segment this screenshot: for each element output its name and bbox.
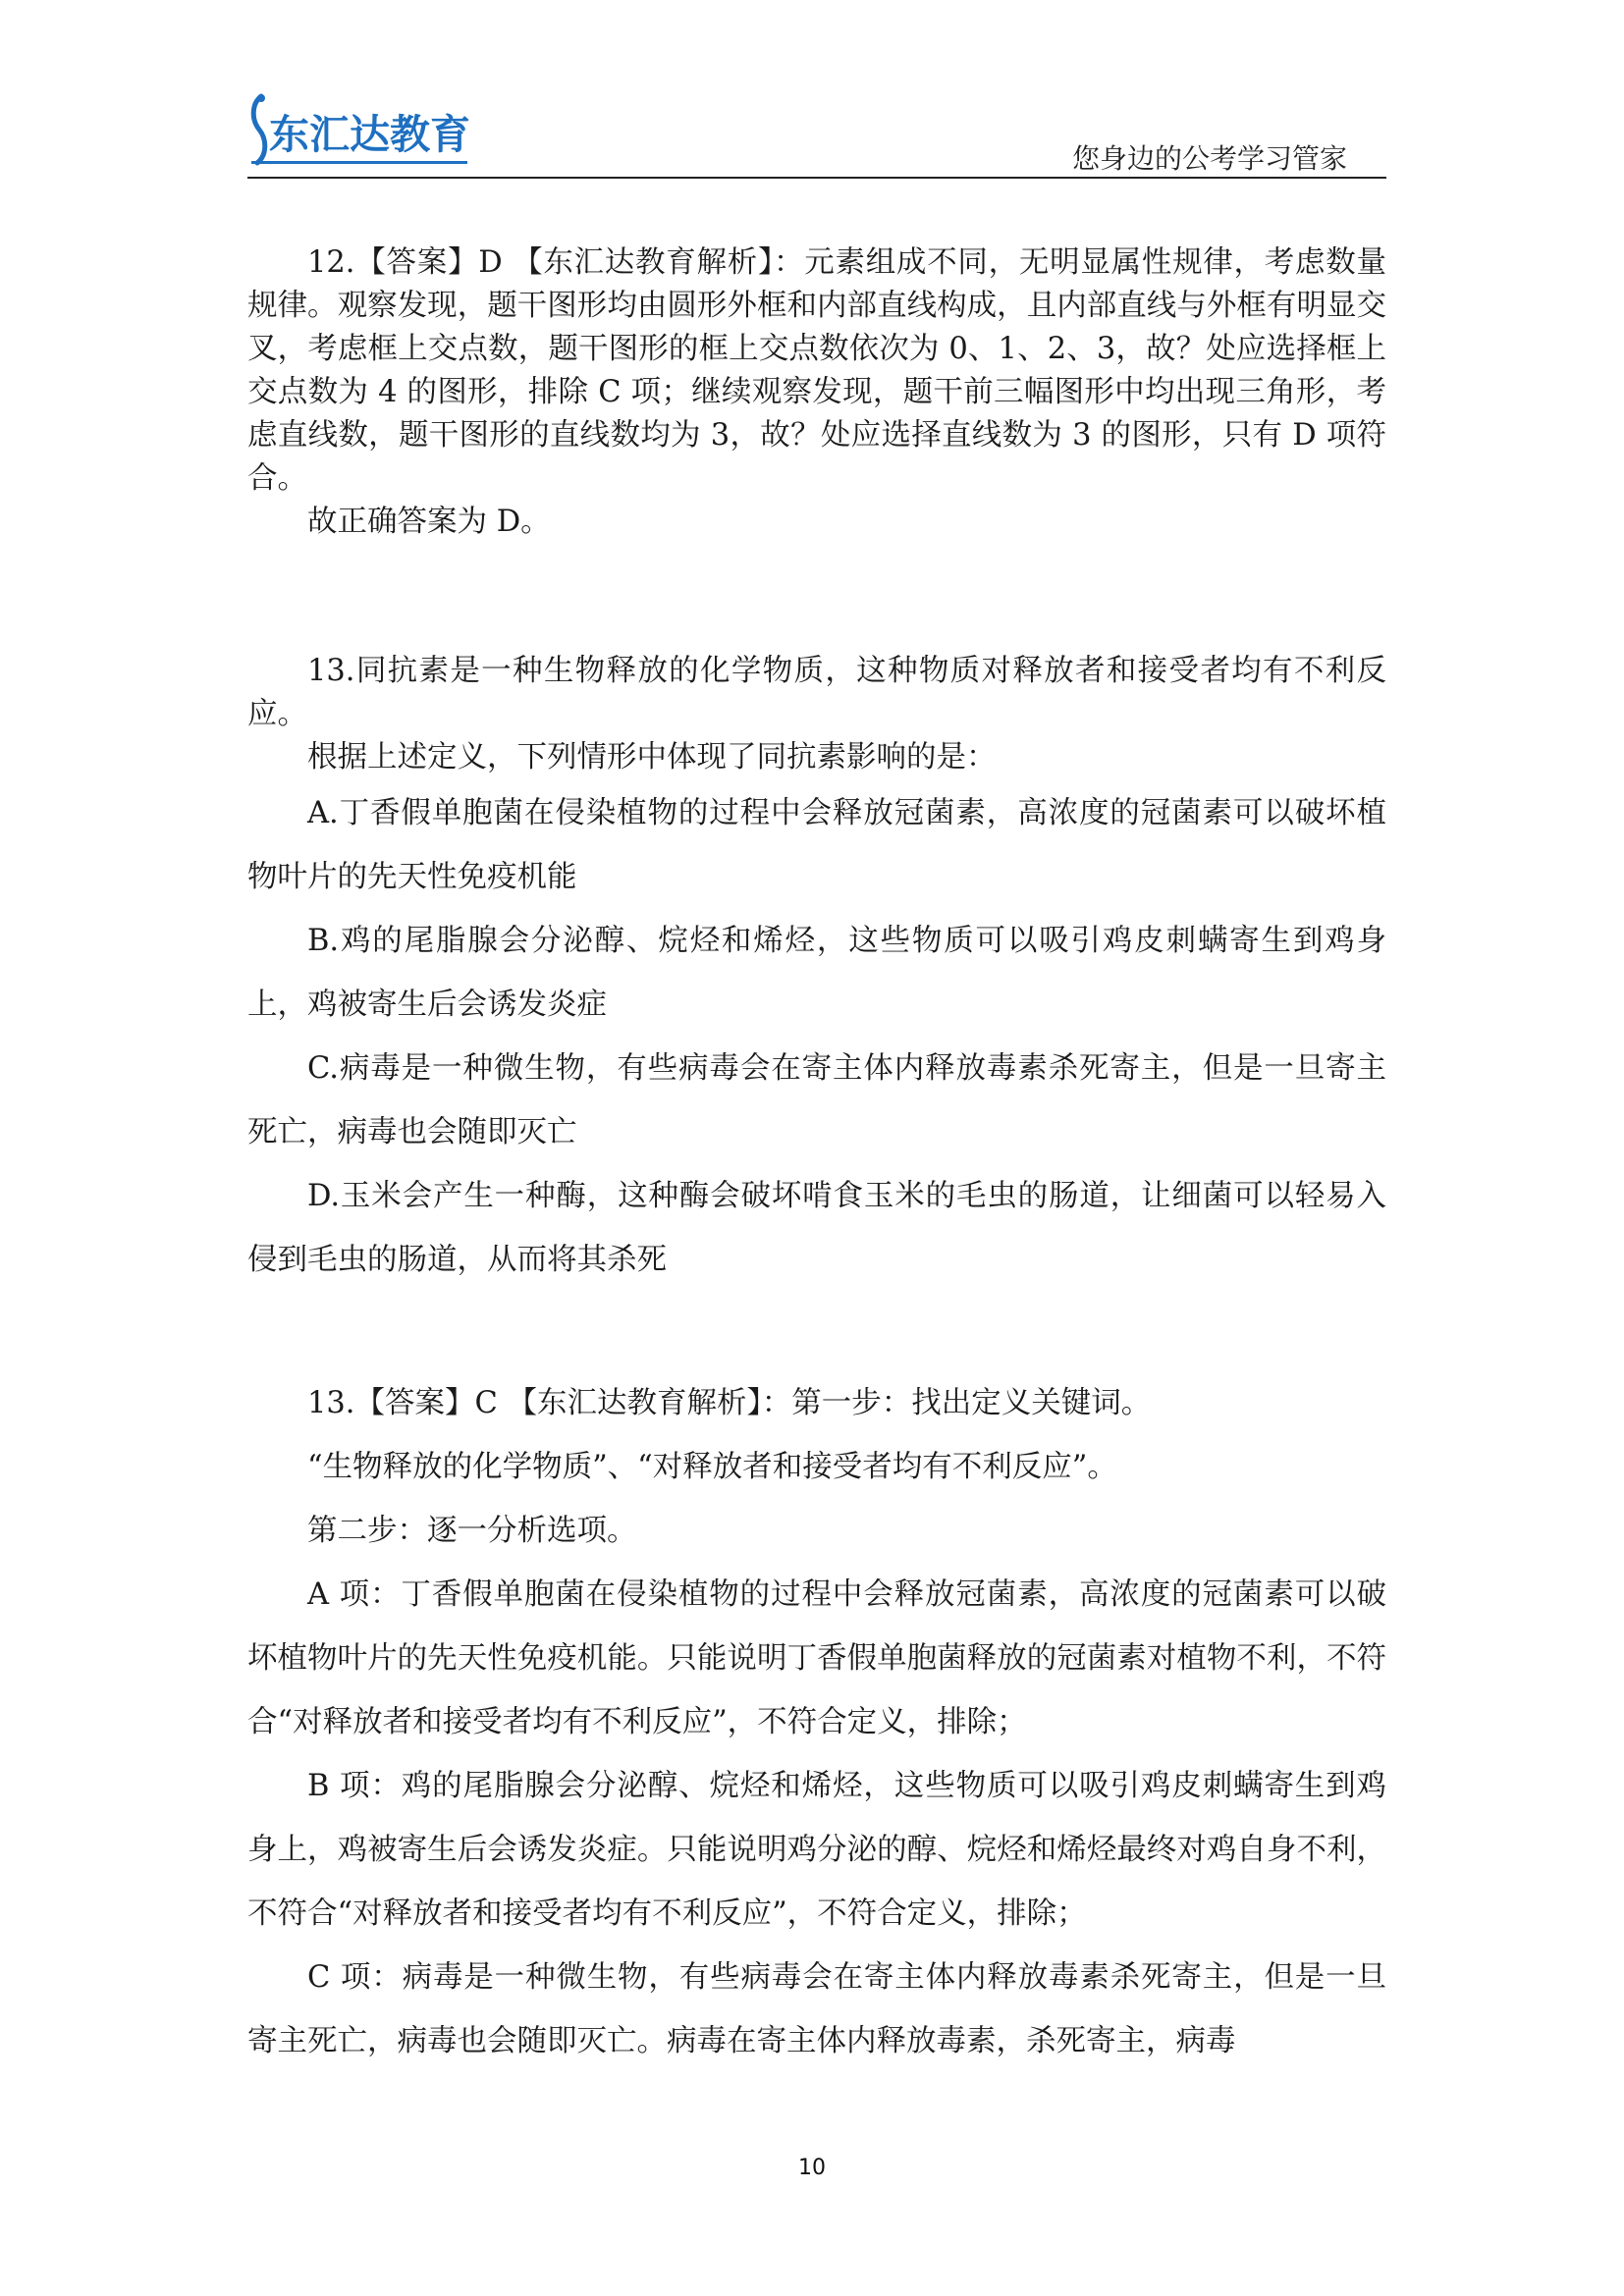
answer-13-analysis-a: A 项：丁香假单胞菌在侵染植物的过程中会释放冠菌素，高浓度的冠菌素可以破坏植物叶片的先天性免疫机能。只能说明丁香假单胞菌释放的冠菌素对植物不利，不符合“对释放者和接受者均有不利反应”，不符合定义，排除； (247, 1577, 1386, 1739)
answer-13-header: 13.【答案】C 【东汇达教育解析】：第一步：找出定义关键词。 (307, 1386, 1152, 1420)
logo-text: 东汇达教育 (269, 111, 470, 158)
header-tagline: 您身边的公考学习管家 (1071, 142, 1347, 175)
question-13-option-d: D.玉米会产生一种酶，这种酶会破坏啃食玉米的毛虫的肠道，让细菌可以轻易入侵到毛虫的肠道，从而将其杀死 (247, 1179, 1386, 1277)
answer-13-step2: 第二步：逐一分析选项。 (307, 1514, 637, 1548)
page-number: 10 (798, 2156, 826, 2180)
answer-12-explanation: 12.【答案】D 【东汇达教育解析】：元素组成不同，无明显属性规律，考虑数量规律。观察发现，题干图形均由圆形外框和内部直线构成，且内部直线与外框有明显交叉，考虑框上交点数，题干图形的框上交点数依次为 0、1、2、3，故？处应选择框上交点数为 4 的图形，排除 C 项；继续观察发现，题干前三幅图形中均出现三角形，考虑直线数，题干图形的直线数均为 3，故？处应选择直线数为 3 的图形，只有 D 项符合。 (247, 245, 1386, 496)
brand-logo (247, 90, 475, 169)
page-header (247, 90, 1386, 181)
header-rule (247, 177, 1386, 179)
question-13-prompt: 根据上述定义，下列情形中体现了同抗素影响的是： (307, 740, 997, 774)
question-13-option-a: A.丁香假单胞菌在侵染植物的过程中会释放冠菌素，高浓度的冠菌素可以破坏植物叶片的先天性免疫机能 (247, 796, 1386, 894)
logo-underline (251, 161, 467, 164)
answer-13-analysis-c: C 项：病毒是一种微生物，有些病毒会在寄主体内释放毒素杀死寄主，但是一旦寄主死亡，病毒也会随即灭亡。病毒在寄主体内释放毒素，杀死寄主，病毒 (247, 1960, 1386, 2058)
question-13-option-b: B.鸡的尾脂腺会分泌醇、烷烃和烯烃，这些物质可以吸引鸡皮刺螨寄生到鸡身上，鸡被寄生后会诱发炎症 (247, 924, 1386, 1022)
answer-13-keywords: “生物释放的化学物质”、“对释放者和接受者均有不利反应”。 (307, 1450, 1117, 1484)
question-13-option-c: C.病毒是一种微生物，有些病毒会在寄主体内释放毒素杀死寄主，但是一旦寄主死亡，病毒也会随即灭亡 (247, 1051, 1386, 1149)
answer-13-analysis-b: B 项：鸡的尾脂腺会分泌醇、烷烃和烯烃，这些物质可以吸引鸡皮刺螨寄生到鸡身上，鸡被寄生后会诱发炎症。只能说明鸡分泌的醇、烷烃和烯烃最终对鸡自身不利，不符合“对释放者和接受者均有不利反应”，不符合定义，排除； (247, 1769, 1386, 1931)
logo-mark-icon (247, 90, 271, 169)
answer-12-conclusion: 故正确答案为 D。 (307, 505, 551, 539)
question-13-definition: 13.同抗素是一种生物释放的化学物质，这种物质对释放者和接受者均有不利反应。 (247, 654, 1386, 731)
